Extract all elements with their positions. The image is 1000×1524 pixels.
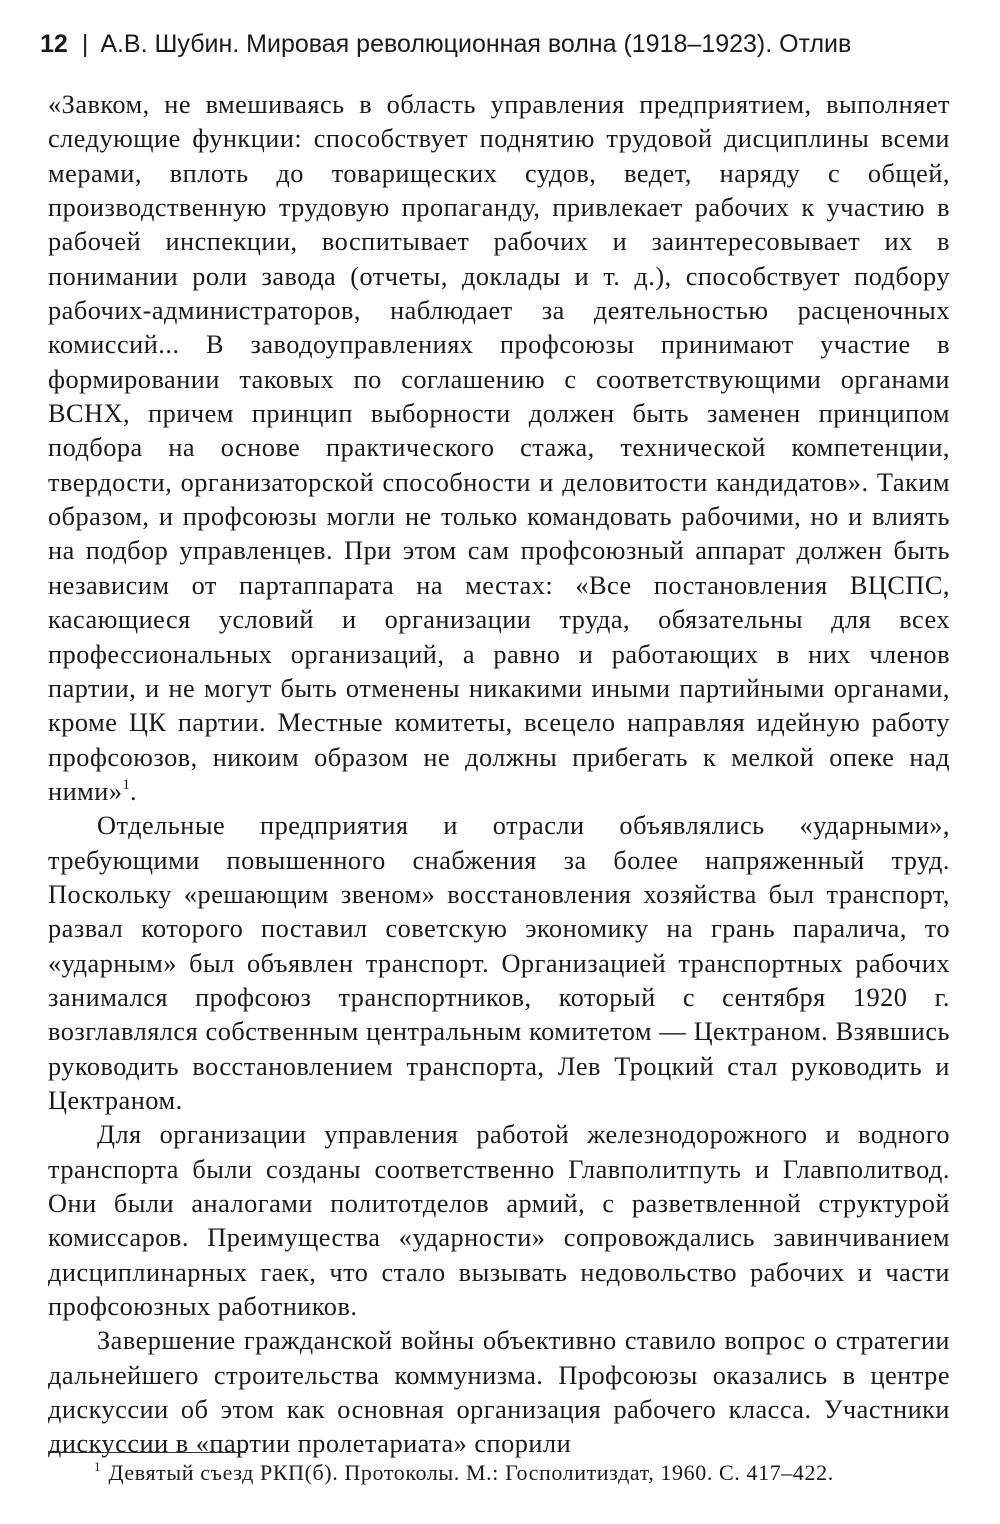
paragraph-1: «Завком, не вмешиваясь в область управления предприятием, выполняет следующие функции: способствует поднятию трудовой дисциплины всеми мерами, вплоть до товарищеских судов, ведет, наряду с общей, производственную трудовую пропаганду, привлекает рабочих к участию в рабочей инспекции, воспитывает рабочих и заинтересовывает их в понимании роли завода (отчеты, доклады и т. д.), способствует подбору рабочих-администраторов, наблюдает за деятельностью расценочных комиссий... В заводоуправлениях профсоюзы принимают участие в формировании таковых по соглашению с соответствующими органами ВСНХ, причем принцип выборности должен быть заменен принципом подбора на основе практического стажа, технической компетенции, твердости, организаторской способности и деловитости кандидатов». Таким образом, и профсоюзы могли не только командовать рабочими, но и влиять на подбор управленцев. При этом сам профсоюзный аппарат должен быть независим от партаппарата на местах: «Все постановления ВЦСПС, касающиеся условий и организации труда, обязательны для всех профессиональных организаций, а равно и работающих в них членов партии, и не могут быть отменены никакими иными партийными органами, кроме ЦК партии. Местные комитеты, всецело направляя идейную работу профсоюзов, никоим образом не должны прибегать к мелкой опеке над ними»$^1$.: [48, 90, 950, 806]
header-separator: |: [81, 30, 89, 58]
footnote-reference: 1: [122, 776, 131, 793]
paragraph-3: Для организации управления работой железнодорожного и водного транспорта были созданы соответственно Главполитпуть и Главполитвод. Они были аналогами политотделов армий, с разветвленной структурой комиссаров. Преимущества «ударности» сопровождались завинчиванием дисциплинарных гаек, что стало вызывать недовольство рабочих и части профсоюзных работников.: [48, 1120, 950, 1322]
page-number: 12: [40, 30, 68, 58]
running-header: [40, 26, 960, 62]
running-title: А.В. Шубин. Мировая революционная волна (1918–1923). Отлив: [100, 30, 852, 58]
footnote-text: Девятый съезд РКП(б). Протоколы. М.: Госполитиздат, 1960. С. 417–422.: [108, 1460, 834, 1485]
footnote: [94, 1458, 954, 1488]
body-text: [48, 88, 950, 1462]
paragraph-1-text: «Завком, не вмешиваясь в область управления предприятием, выполняет следующие функции: способствует поднятию трудовой дисциплины всеми мерами, вплоть до товарищеских судов, ведет, наряду с общей, производственную трудовую пропаганду, привлекает рабочих к участию в рабочей инспекции, воспитывает рабочих и заинтересовывает их в понимании роли завода (отчеты, доклады и т. д.), способствует подбору рабочих-администраторов, наблюдает за деятельностью расценочных комиссий... В заводоуправлениях профсоюзы принимают участие в формировании таковых по соглашению с соответствующими органами ВСНХ, причем принцип выборности должен быть заменен принципом подбора на основе практического стажа, технической компетенции, твердости, организаторской способности и деловитости кандидатов». Таким образом, и профсоюзы могли не только командовать рабочими, но и влиять на подбор управленцев. При этом сам профсоюзный аппарат должен быть независим от партаппарата на местах: «Все постановления ВЦСПС, касающиеся условий и организации труда, обязательны для всех профессиональных организаций, а равно и работающих в них членов партии, и не могут быть отменены никакими иными партийными органами, кроме ЦК партии. Местные комитеты, всецело направляя идейную работу профсоюзов, никоим образом не должны прибегать к мелкой опеке над ними»: [48, 90, 950, 806]
paragraph-4: Завершение гражданской войны объективно ставило вопрос о стратегии дальнейшего строительства коммунизма. Профсоюзы оказались в центре дискуссии об этом как основная организация рабочего класса. Участники дискуссии в «партии пролетариата» спорили: [48, 1326, 950, 1459]
footnote-divider: [48, 1452, 246, 1453]
paragraph-2: Отдельные предприятия и отрасли объявлялись «ударными», требующими повышенного снабжения за более напряженный труд. Поскольку «решающим звеном» восстановления хозяйства был транспорт, развал которого поставил советскую экономику на грань паралича, то «ударным» был объявлен транспорт. Организацией транспортных рабочих занимался профсоюз транспортников, который с сентября 1920 г. возглавлялся собственным центральным комитетом — Цектраном. Взявшись руководить восстановлением транспорта, Лев Троцкий стал руководить и Цектраном.: [48, 811, 950, 1115]
footnote-number: 1: [94, 1459, 101, 1474]
